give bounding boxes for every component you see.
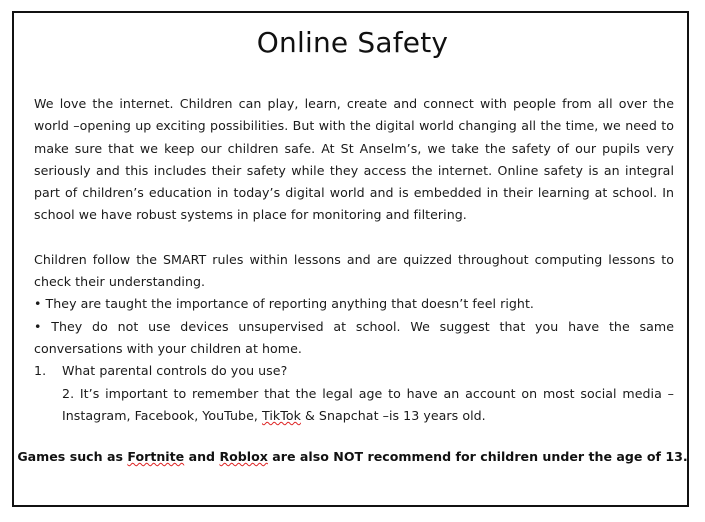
body-content [34, 93, 674, 427]
numbered-item-2 [62, 383, 674, 428]
tiktok-word: TikTok [261, 407, 301, 423]
smart-rules-paragraph: Children follow the SMART rules within lessons and are quizzed throughout computing lessons to check their understanding. [34, 251, 674, 290]
footer-prefix: Games such as [17, 449, 128, 464]
page-title: Online Safety [256, 26, 449, 59]
fortnite-word: Fortnite [127, 449, 185, 464]
bullet-devices: • They do not use devices unsupervised at school. We suggest that you have the same conversations with your children at home. [34, 318, 674, 356]
roblox-word: Roblox [219, 449, 268, 464]
numbered-item-1 [34, 360, 674, 382]
numbered-item-1-text: What parental controls do you use? [62, 363, 288, 379]
footer-warning [0, 449, 705, 464]
bullet-reporting: • They are taught the importance of reporting anything that doesn’t feel right. [34, 296, 534, 312]
numbered-item-2-prefix: 2. It’s important to remember that the legal age to have an account on most social media – Instagram, Facebook, YouTube, [62, 385, 674, 423]
footer-suffix: are also NOT recommend for children under the age of 13. [267, 449, 688, 464]
paragraph-gap [34, 227, 674, 249]
numbered-item-1-number: 1. [34, 363, 47, 379]
footer-and: and [184, 449, 220, 464]
numbered-item-2-suffix: & Snapchat –is 13 years old. [300, 407, 486, 423]
intro-paragraph: We love the internet. Children can play, learn, create and connect with people from all over the world –opening up exciting possibilities. But with the digital world changing all the time, we need to make sure that we keep our children safe. At St Anselm’s, we take the safety of our pupils very seriously and this includes their safety while they access the internet. Online safety is an integral part of children’s education in today’s digital world and is embedded in their learning at school. In school we have robust systems in place for monitoring and filtering. [34, 96, 674, 223]
